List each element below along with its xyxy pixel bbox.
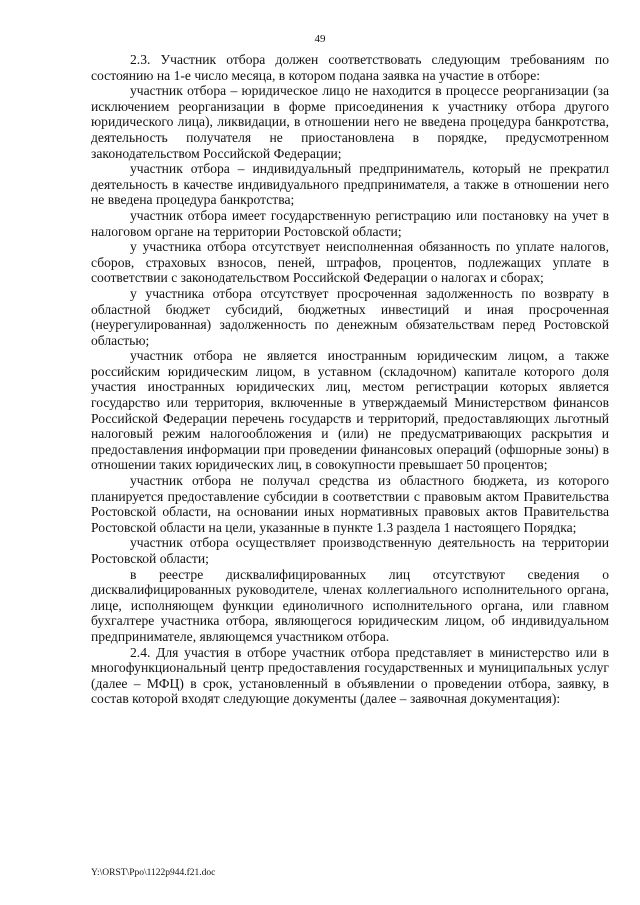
paragraph-budget-funds: участник отбора не получал средства из областного бюджета, из которого планируется предоставление субсидии в соответствии с правовым актом Правительства Ростовской области, на основании иных нормативных правовых актов Правительства Ростовской области на цели, указанные в пункте 1.3 раздела 1 настоящего Порядка; — [91, 473, 609, 535]
paragraph-taxes: у участника отбора отсутствует неисполненная обязанность по уплате налогов, сборов, страховых взносов, пеней, штрафов, процентов, подлежащих уплате в соответствии с законодательством Российской Федерации о налогах и сборах; — [91, 239, 609, 286]
paragraph-disqualified-registry: в реестре дисквалифицированных лиц отсутствуют сведения о дисквалифицированных руководителе, членах коллегиального исполнительного органа, лице, исполняющем функции единоличного исполнительного органа, или главном бухгалтере участника отбора, являющегося юридическим лицом, об индивидуальном предпринимателе, являющемся участником отбора. — [91, 566, 609, 644]
paragraph-registration: участник отбора имеет государственную регистрацию или постановку на учет в налоговом органе на территории Ростовской области; — [91, 207, 609, 239]
paragraph-debt: у участника отбора отсутствует просроченная задолженность по возврату в областной бюджет субсидий, бюджетных инвестиций и иная просроченная (неурегулированная) задолженность по денежным обязательствам перед Ростовской областью; — [91, 285, 609, 348]
document-body — [91, 52, 609, 707]
paragraph-2-3: 2.3. Участник отбора должен соответствовать следующим требованиям по состоянию на 1-е число месяца, в котором подана заявка на участие в отборе: — [91, 52, 609, 83]
footer-file-path: Y:\ORST\Ppo\1122p944.f21.doc — [91, 868, 216, 878]
paragraph-legal-entity: участник отбора – юридическое лицо не находится в процессе реорганизации (за исключением реорганизации в форме присоединения к участнику отбора другого юридического лица), ликвидации, в отношении него не введена процедура банкротства, деятельность получателя не приостановлена в порядке, предусмотренном законодательством Российской Федерации; — [91, 83, 609, 161]
paragraph-entrepreneur: участник отбора – индивидуальный предприниматель, который не прекратил деятельность в качестве индивидуального предпринимателя, а также в отношении него не введена процедура банкротства; — [91, 161, 609, 208]
paragraph-production: участник отбора осуществляет производственную деятельность на территории Ростовской области; — [91, 535, 609, 566]
paragraph-foreign-entity: участник отбора не является иностранным юридическим лицом, а также российским юридическим лицом, в уставном (складочном) капитале которого доля участия иностранных юридических лиц, местом регистрации которых является государство или территория, включенные в утверждаемый Министерством финансов Российской Федерации перечень государств и территорий, предоставляющих льготный налоговый режим налогообложения и (или) не предусматривающих раскрытия и предоставления информации при проведении финансовых операций (офшорные зоны) в отношении таких юридических лиц, в совокупности превышает 50 процентов; — [91, 348, 609, 473]
page-number: 49 — [314, 33, 326, 45]
paragraph-2-4: 2.4. Для участия в отборе участник отбора представляет в министерство или в многофункциональный центр предоставления государственных и муниципальных услуг (далее – МФЦ) в срок, установленный в объявлении о проведении отбора, заявку, в состав которой входят следующие документы (далее – заявочная документация): — [91, 644, 609, 707]
